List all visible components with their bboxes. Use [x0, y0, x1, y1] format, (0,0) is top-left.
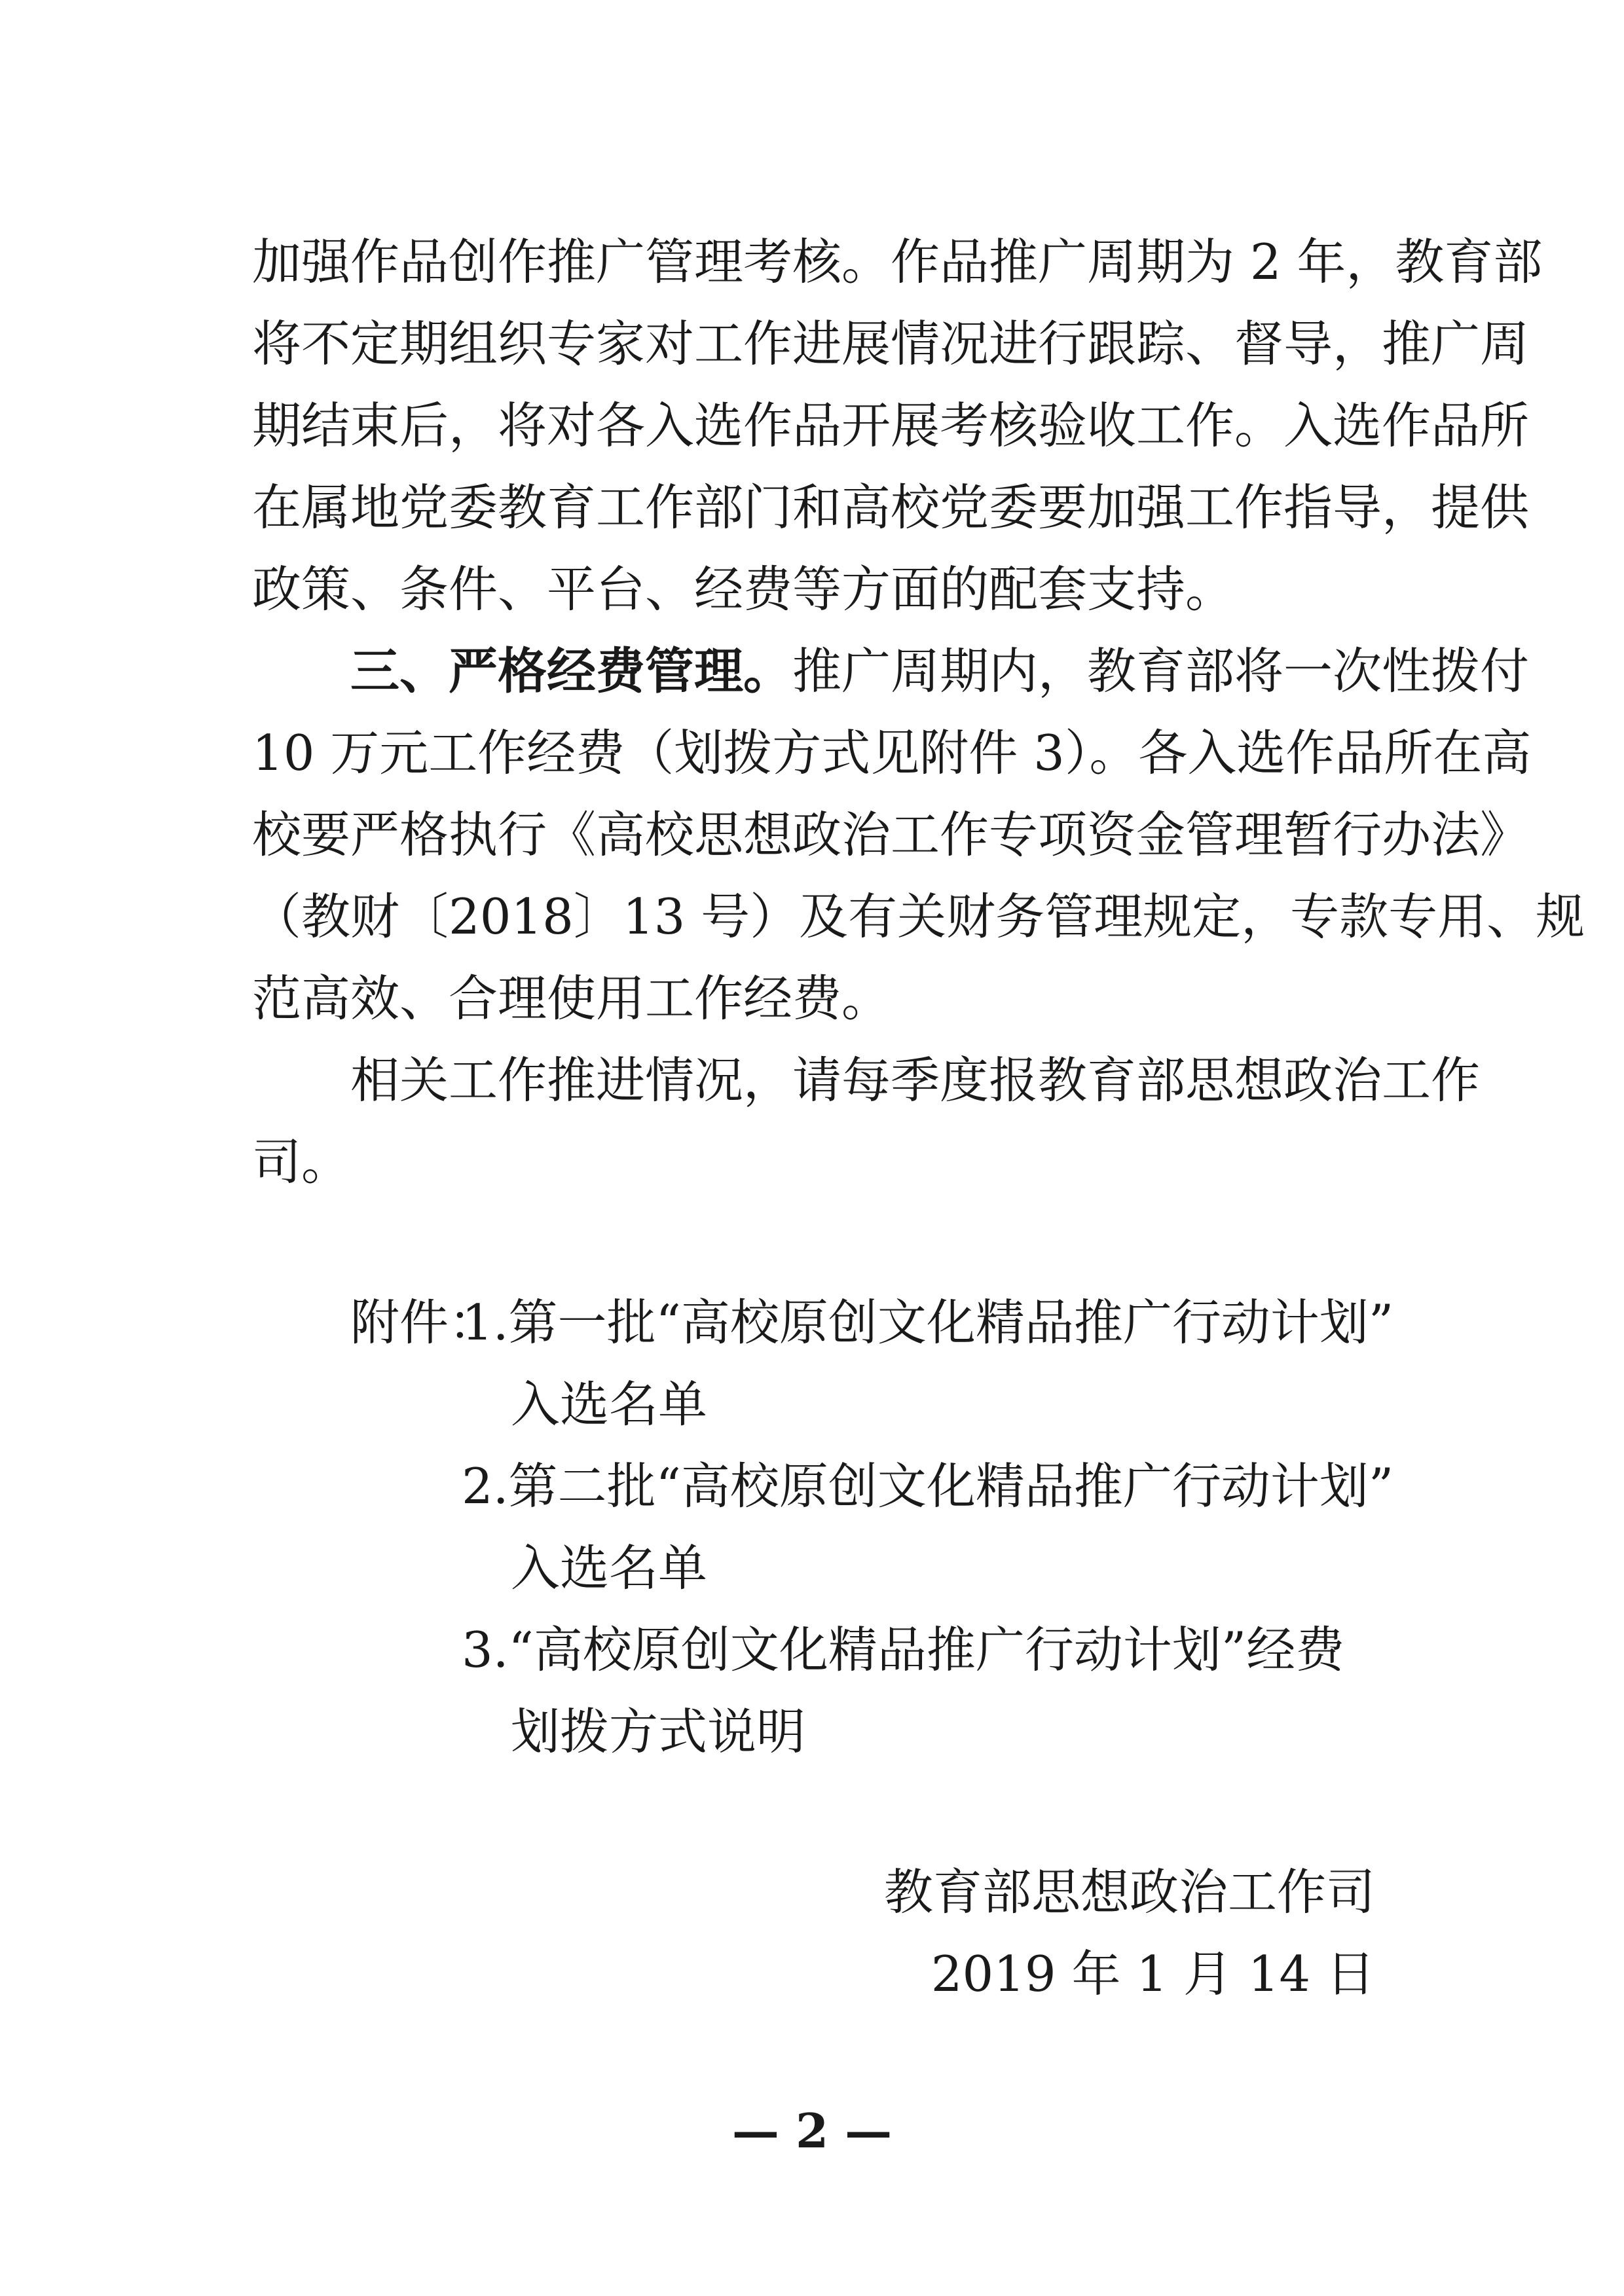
section-3-first-line	[350, 635, 1530, 707]
section-3-line-5: 范高效、合理使用工作经费。	[252, 970, 891, 1027]
section-3-line-3: 校要严格执行《高校思想政治工作专项资金管理暂行办法》	[252, 806, 1530, 864]
attachment-1-line-1: 1.第一批“高校原创文化精品推广行动计划”	[462, 1294, 1394, 1351]
body-line-1: 加强作品创作推广管理考核。作品推广周期为 2 年，教育部	[252, 233, 1543, 291]
attachment-2-line-2: 入选名单	[511, 1539, 708, 1597]
page-number: — 2 —	[731, 2103, 893, 2159]
signature-organization: 教育部思想政治工作司	[883, 1863, 1375, 1921]
body-line-2: 将不定期组织专家对工作进展情况进行跟踪、督导，推广周	[252, 315, 1530, 373]
signature-date: 2019 年 1 月 14 日	[931, 1945, 1375, 2003]
report-line-1: 相关工作推进情况，请每季度报教育部思想政治工作	[350, 1051, 1481, 1109]
body-line-5: 政策、条件、平台、经费等方面的配套支持。	[252, 560, 1235, 618]
section-3-first-line-text: 推广周期内，教育部将一次性拨付	[792, 642, 1530, 700]
section-3-heading: 三、严格经费管理。	[350, 642, 793, 700]
body-line-4: 在属地党委教育工作部门和高校党委要加强工作指导，提供	[252, 479, 1530, 536]
attachments-label: 附件：	[350, 1294, 498, 1351]
attachment-1-line-2: 入选名单	[511, 1376, 708, 1433]
body-line-3: 期结束后，将对各入选作品开展考核验收工作。入选作品所	[252, 397, 1530, 454]
section-3-line-4: （教财〔2018〕13 号）及有关财务管理规定，专款专用、规	[252, 888, 1585, 945]
section-3-line-2: 10 万元工作经费（划拨方式见附件 3）。各入选作品所在高	[252, 724, 1532, 782]
report-line-2: 司。	[252, 1133, 351, 1191]
attachment-3-line-1: 3.“高校原创文化精品推广行动计划”经费	[462, 1621, 1345, 1679]
attachment-3-line-2: 划拨方式说明	[511, 1703, 806, 1760]
attachment-2-line-1: 2.第二批“高校原创文化精品推广行动计划”	[462, 1457, 1394, 1515]
